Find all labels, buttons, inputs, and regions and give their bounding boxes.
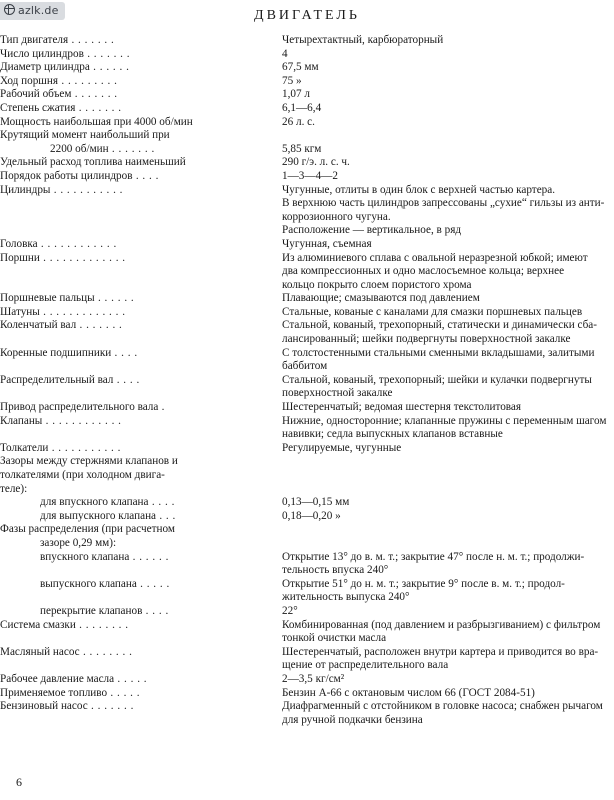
leader-dots: . . . . . . . . . . . . .	[39, 251, 126, 264]
leader-dots: . . . . . .	[129, 550, 169, 563]
spec-row	[0, 483, 614, 497]
spec-value	[282, 455, 614, 469]
spec-row	[0, 646, 614, 673]
spec-row	[0, 184, 614, 238]
spec-label	[0, 605, 282, 619]
spec-label	[0, 415, 282, 442]
spec-value	[282, 469, 614, 483]
spec-label-text: Крутящий момент наибольший при	[0, 129, 170, 142]
spec-row	[0, 156, 614, 170]
spec-label	[0, 184, 282, 238]
spec-value-line: 5,85 кгм	[282, 142, 322, 155]
spec-label-text: Ход поршня	[0, 74, 59, 87]
spec-value-line: 26 л. с.	[282, 115, 315, 128]
leader-dots: . . . . . . .	[108, 142, 155, 155]
spec-row	[0, 88, 614, 102]
spec-label	[0, 673, 282, 687]
spec-value-line: тельность впуска 240°	[282, 564, 389, 577]
spec-row	[0, 48, 614, 62]
spec-label	[0, 374, 282, 401]
spec-value	[282, 374, 614, 401]
globe-icon	[4, 4, 15, 15]
spec-label	[0, 700, 282, 727]
spec-row	[0, 455, 614, 469]
spec-value-line: Нижние, односторонние; клапанные пружины с переменным шагом	[282, 414, 607, 427]
spec-value-line: Открытие 13° до в. м. т.; закрытие 47° после н. м. т.; продолжи-	[282, 550, 585, 563]
spec-label	[0, 469, 282, 483]
leader-dots: . . . . . .	[94, 292, 135, 305]
spec-label-text: для выпускного клапана	[40, 509, 157, 522]
spec-value-line: лансированный; шейки подвергнуты поверхностной закалке	[282, 333, 571, 346]
leader-dots: . . . . .	[107, 686, 141, 699]
spec-row	[0, 116, 614, 130]
page-title: ДВИГАТЕЛЬ	[254, 8, 360, 23]
spec-label	[0, 88, 282, 102]
spec-value-line: Открытие 51° до н. м. т.; закрытие 9° после в. м. т.; продол-	[282, 577, 565, 590]
spec-value	[282, 34, 614, 48]
spec-row	[0, 415, 614, 442]
spec-value-line: Регулируемые, чугунные	[282, 441, 402, 454]
spec-label	[0, 170, 282, 184]
spec-value-line: 1—3—4—2	[282, 169, 338, 182]
spec-row	[0, 442, 614, 456]
spec-value-line: Из алюминиевого сплава с овальной неразрезной юбкой; имеют	[282, 251, 588, 264]
spec-value	[282, 537, 614, 551]
spec-value	[282, 605, 614, 619]
spec-value-line: 2—3,5 кг/см²	[282, 672, 345, 685]
leader-dots: . . . . . . . . . . .	[50, 183, 123, 196]
spec-value	[282, 292, 614, 306]
spec-label-text: зазоре 0,29 мм):	[40, 536, 117, 549]
leader-dots: . . . . . . . . .	[58, 74, 118, 87]
spec-label-text: Цилиндры	[0, 183, 51, 196]
spec-value-line: Стальные, кованые с каналами для смазки поршневых пальцев	[282, 305, 583, 318]
spec-label	[0, 252, 282, 293]
spec-value-line: навивки; седла выпускных клапанов вставные	[282, 428, 503, 441]
leader-dots: . . . . . . .	[87, 700, 134, 713]
spec-row	[0, 510, 614, 524]
spec-label	[0, 510, 282, 524]
spec-label-text: толкателями (при холодном двига-	[0, 469, 165, 481]
spec-value-line: Четырехтактный, карбюраторный	[282, 34, 444, 46]
spec-value-line: Чугунные, отлиты в один блок с верхней частью картера.	[282, 183, 556, 196]
leader-dots: . . .	[156, 509, 176, 522]
leader-dots: . . . . . . .	[83, 47, 131, 60]
spec-label-text: Масляный насос	[0, 645, 80, 658]
spec-label	[0, 238, 282, 252]
leader-dots: . . . . . . .	[71, 88, 118, 101]
spec-value-line: С толстостенными стальными сменными вкладышами, залитыми	[282, 346, 595, 359]
spec-value	[282, 496, 614, 510]
spec-value-line: поверхностной закалке	[282, 387, 393, 400]
spec-label-text: Поршневые пальцы	[0, 292, 95, 305]
spec-label	[0, 455, 282, 469]
spec-value	[282, 184, 614, 238]
spec-value-line: 0,18—0,20 »	[282, 509, 341, 522]
spec-value	[282, 116, 614, 130]
spec-row	[0, 374, 614, 401]
spec-row	[0, 319, 614, 346]
spec-label	[0, 483, 282, 497]
spec-row	[0, 143, 614, 157]
spec-row	[0, 496, 614, 510]
spec-value	[282, 102, 614, 116]
leader-dots: . . . .	[142, 604, 169, 617]
spec-row	[0, 523, 614, 537]
spec-value-line: 75 »	[282, 74, 302, 87]
leader-dots: . . . . . .	[89, 61, 130, 74]
spec-label	[0, 306, 282, 320]
spec-label	[0, 496, 282, 510]
spec-value-line: 1,07 л	[282, 88, 310, 101]
spec-label-text: Число цилиндров	[0, 47, 84, 60]
spec-value	[282, 129, 614, 143]
spec-label	[0, 34, 282, 48]
spec-label-text: выпускного клапана	[40, 577, 137, 590]
spec-value-line: для ручной подкачки бензина	[282, 713, 423, 726]
spec-label-text: Поршни	[0, 251, 40, 264]
leader-dots: . . . . . . . .	[75, 618, 129, 631]
spec-value-line: Стальной, кованый, трехопорный; шейки и кулачки подвергнуты	[282, 373, 592, 386]
spec-label-text: Распределительный вал	[0, 373, 114, 386]
spec-row	[0, 170, 614, 184]
spec-value-line: коррозионного чугуна.	[282, 210, 391, 223]
spec-row	[0, 605, 614, 619]
spec-value	[282, 510, 614, 524]
leader-dots: . . . .	[148, 496, 175, 509]
spec-value-line: 4	[282, 47, 288, 60]
spec-row	[0, 61, 614, 75]
spec-row	[0, 469, 614, 483]
watermark-text: azlk.de	[18, 4, 59, 17]
spec-label-text: Фазы распределения (при расчетном	[0, 523, 175, 536]
spec-value-line: В верхнюю часть цилиндров запрессованы „сухие“ гильзы из анти-	[282, 197, 605, 210]
spec-value-line: Чугунная, съемная	[282, 237, 372, 250]
spec-value	[282, 646, 614, 673]
leader-dots: . . . . . . . . . . . .	[42, 414, 122, 427]
leader-dots: . . . . . . . . . . . .	[37, 237, 117, 250]
spec-value	[282, 306, 614, 320]
spec-label	[0, 156, 282, 170]
leader-dots: . . . .	[111, 346, 138, 359]
spec-value	[282, 415, 614, 442]
spec-value	[282, 61, 614, 75]
spec-label-text: Система смазки	[0, 618, 76, 631]
spec-label-text: для впускного клапана	[40, 496, 149, 509]
spec-value	[282, 401, 614, 415]
spec-row	[0, 238, 614, 252]
spec-label	[0, 347, 282, 374]
spec-label-text: Рабочий объем	[0, 88, 72, 101]
spec-label-text: Головка	[0, 237, 38, 250]
spec-value	[282, 523, 614, 537]
page-number: 6	[16, 775, 22, 789]
spec-label-text: впускного клапана	[40, 550, 130, 563]
spec-row	[0, 292, 614, 306]
spec-value-line: 6,1—6,4	[282, 101, 322, 114]
specifications-table	[0, 34, 614, 727]
spec-row	[0, 551, 614, 578]
spec-value	[282, 619, 614, 646]
spec-value	[282, 442, 614, 456]
leader-dots: . . . . . . . . . . .	[48, 441, 121, 454]
spec-value-line: баббитом	[282, 360, 328, 373]
spec-label-text: теле):	[0, 482, 28, 495]
leader-dots: . . . .	[132, 169, 159, 182]
spec-row	[0, 347, 614, 374]
spec-value	[282, 75, 614, 89]
spec-value	[282, 143, 614, 157]
spec-label-text: перекрытие клапанов	[40, 604, 143, 617]
leader-dots: . . . . . . .	[76, 319, 123, 332]
spec-label-text: Тип двигателя	[0, 34, 69, 46]
spec-value-line: 22°	[282, 604, 298, 617]
leader-dots: . . . . . . .	[68, 34, 115, 46]
leader-dots: . . . . .	[136, 577, 170, 590]
spec-label-text: Шатуны	[0, 305, 40, 318]
spec-label-text: Рабочее давление масла	[0, 672, 115, 685]
spec-value	[282, 551, 614, 578]
spec-label	[0, 129, 282, 143]
spec-label	[0, 292, 282, 306]
spec-label-text: 2200 об/мин	[50, 142, 109, 155]
leader-dots: . . . . .	[114, 672, 148, 685]
spec-value-line: щение от распределительного вала	[282, 659, 449, 672]
spec-label-text: Степень сжатия	[0, 101, 76, 114]
spec-label-text: Зазоры между стержнями клапанов и	[0, 455, 178, 468]
spec-value-line: Бензин А-66 с октановым числом 66 (ГОСТ 2084-51)	[282, 686, 535, 699]
spec-label	[0, 75, 282, 89]
spec-value	[282, 319, 614, 346]
spec-row	[0, 537, 614, 551]
spec-row	[0, 75, 614, 89]
spec-label-text: Толкатели	[0, 441, 49, 454]
spec-value-line: тонкой очистки масла	[282, 632, 387, 645]
spec-value-line: Шестеренчатый; ведомая шестерня текстолитовая	[282, 401, 522, 414]
spec-label-text: Удельный расход топлива наименьший	[0, 156, 186, 169]
spec-label-text: Коленчатый вал	[0, 319, 77, 332]
leader-dots: .	[158, 401, 165, 414]
spec-value	[282, 673, 614, 687]
spec-label	[0, 48, 282, 62]
spec-row	[0, 619, 614, 646]
watermark-badge	[0, 2, 65, 20]
spec-row	[0, 252, 614, 293]
spec-value-line: жительность выпуска 240°	[282, 591, 410, 604]
spec-label-text: Диаметр цилиндра	[0, 61, 90, 74]
spec-value	[282, 578, 614, 605]
spec-value	[282, 238, 614, 252]
spec-row	[0, 700, 614, 727]
spec-label	[0, 646, 282, 673]
spec-value	[282, 483, 614, 497]
spec-value-line: кольцо покрыто слоем пористого хрома	[282, 278, 472, 291]
spec-label	[0, 537, 282, 551]
leader-dots: . . . . . . . . . . . . .	[39, 305, 126, 318]
spec-row	[0, 34, 614, 48]
spec-label	[0, 687, 282, 701]
spec-row	[0, 306, 614, 320]
spec-value-line: Комбинированная (под давлением и разбрызгиванием) с фильтром	[282, 618, 601, 631]
spec-label-text: Бензиновый насос	[0, 700, 88, 713]
spec-row	[0, 401, 614, 415]
spec-value-line: два компрессионных и одно маслосъемное кольца; верхнее	[282, 265, 565, 278]
spec-label-text: Порядок работы цилиндров	[0, 169, 133, 182]
spec-row	[0, 129, 614, 143]
spec-value	[282, 347, 614, 374]
spec-value	[282, 170, 614, 184]
spec-label-text: Коренные подшипники	[0, 346, 112, 359]
spec-label-text: Применяемое топливо	[0, 686, 108, 699]
spec-label	[0, 442, 282, 456]
spec-value-line: Стальной, кованый, трехопорный, статически и динамически сба-	[282, 319, 597, 332]
spec-value	[282, 687, 614, 701]
spec-value-line: Диафрагменный с отстойником в головке насоса; снабжен рычагом	[282, 700, 603, 713]
leader-dots: . . . . . . .	[75, 101, 122, 114]
spec-label	[0, 619, 282, 646]
spec-value-line: Плавающие; смазываются под давлением	[282, 292, 480, 305]
spec-label	[0, 143, 282, 157]
spec-value-line: 67,5 мм	[282, 61, 319, 74]
leader-dots: . . . . . . . .	[79, 645, 133, 658]
spec-value	[282, 252, 614, 293]
spec-label	[0, 102, 282, 116]
spec-value-line: 0,13—0,15 мм	[282, 496, 350, 509]
spec-label-text: Привод распределительного вала	[0, 401, 159, 414]
spec-label	[0, 551, 282, 578]
leader-dots: . . . .	[113, 373, 140, 386]
spec-row	[0, 102, 614, 116]
spec-label	[0, 401, 282, 415]
spec-row	[0, 578, 614, 605]
spec-label	[0, 523, 282, 537]
spec-label	[0, 61, 282, 75]
spec-row	[0, 687, 614, 701]
spec-value	[282, 700, 614, 727]
spec-value-line: Расположение — вертикальное, в ряд	[282, 224, 462, 237]
spec-label	[0, 116, 282, 130]
spec-label-text: Мощность наибольшая при 4000 об/мин	[0, 115, 193, 128]
spec-label-text: Клапаны	[0, 414, 43, 427]
spec-row	[0, 673, 614, 687]
spec-value	[282, 88, 614, 102]
spec-value-line: 290 г/э. л. с. ч.	[282, 156, 350, 169]
spec-value	[282, 156, 614, 170]
spec-value	[282, 48, 614, 62]
spec-value-line: Шестеренчатый, расположен внутри картера и приводится во вра-	[282, 645, 599, 658]
spec-label	[0, 578, 282, 605]
spec-label	[0, 319, 282, 346]
